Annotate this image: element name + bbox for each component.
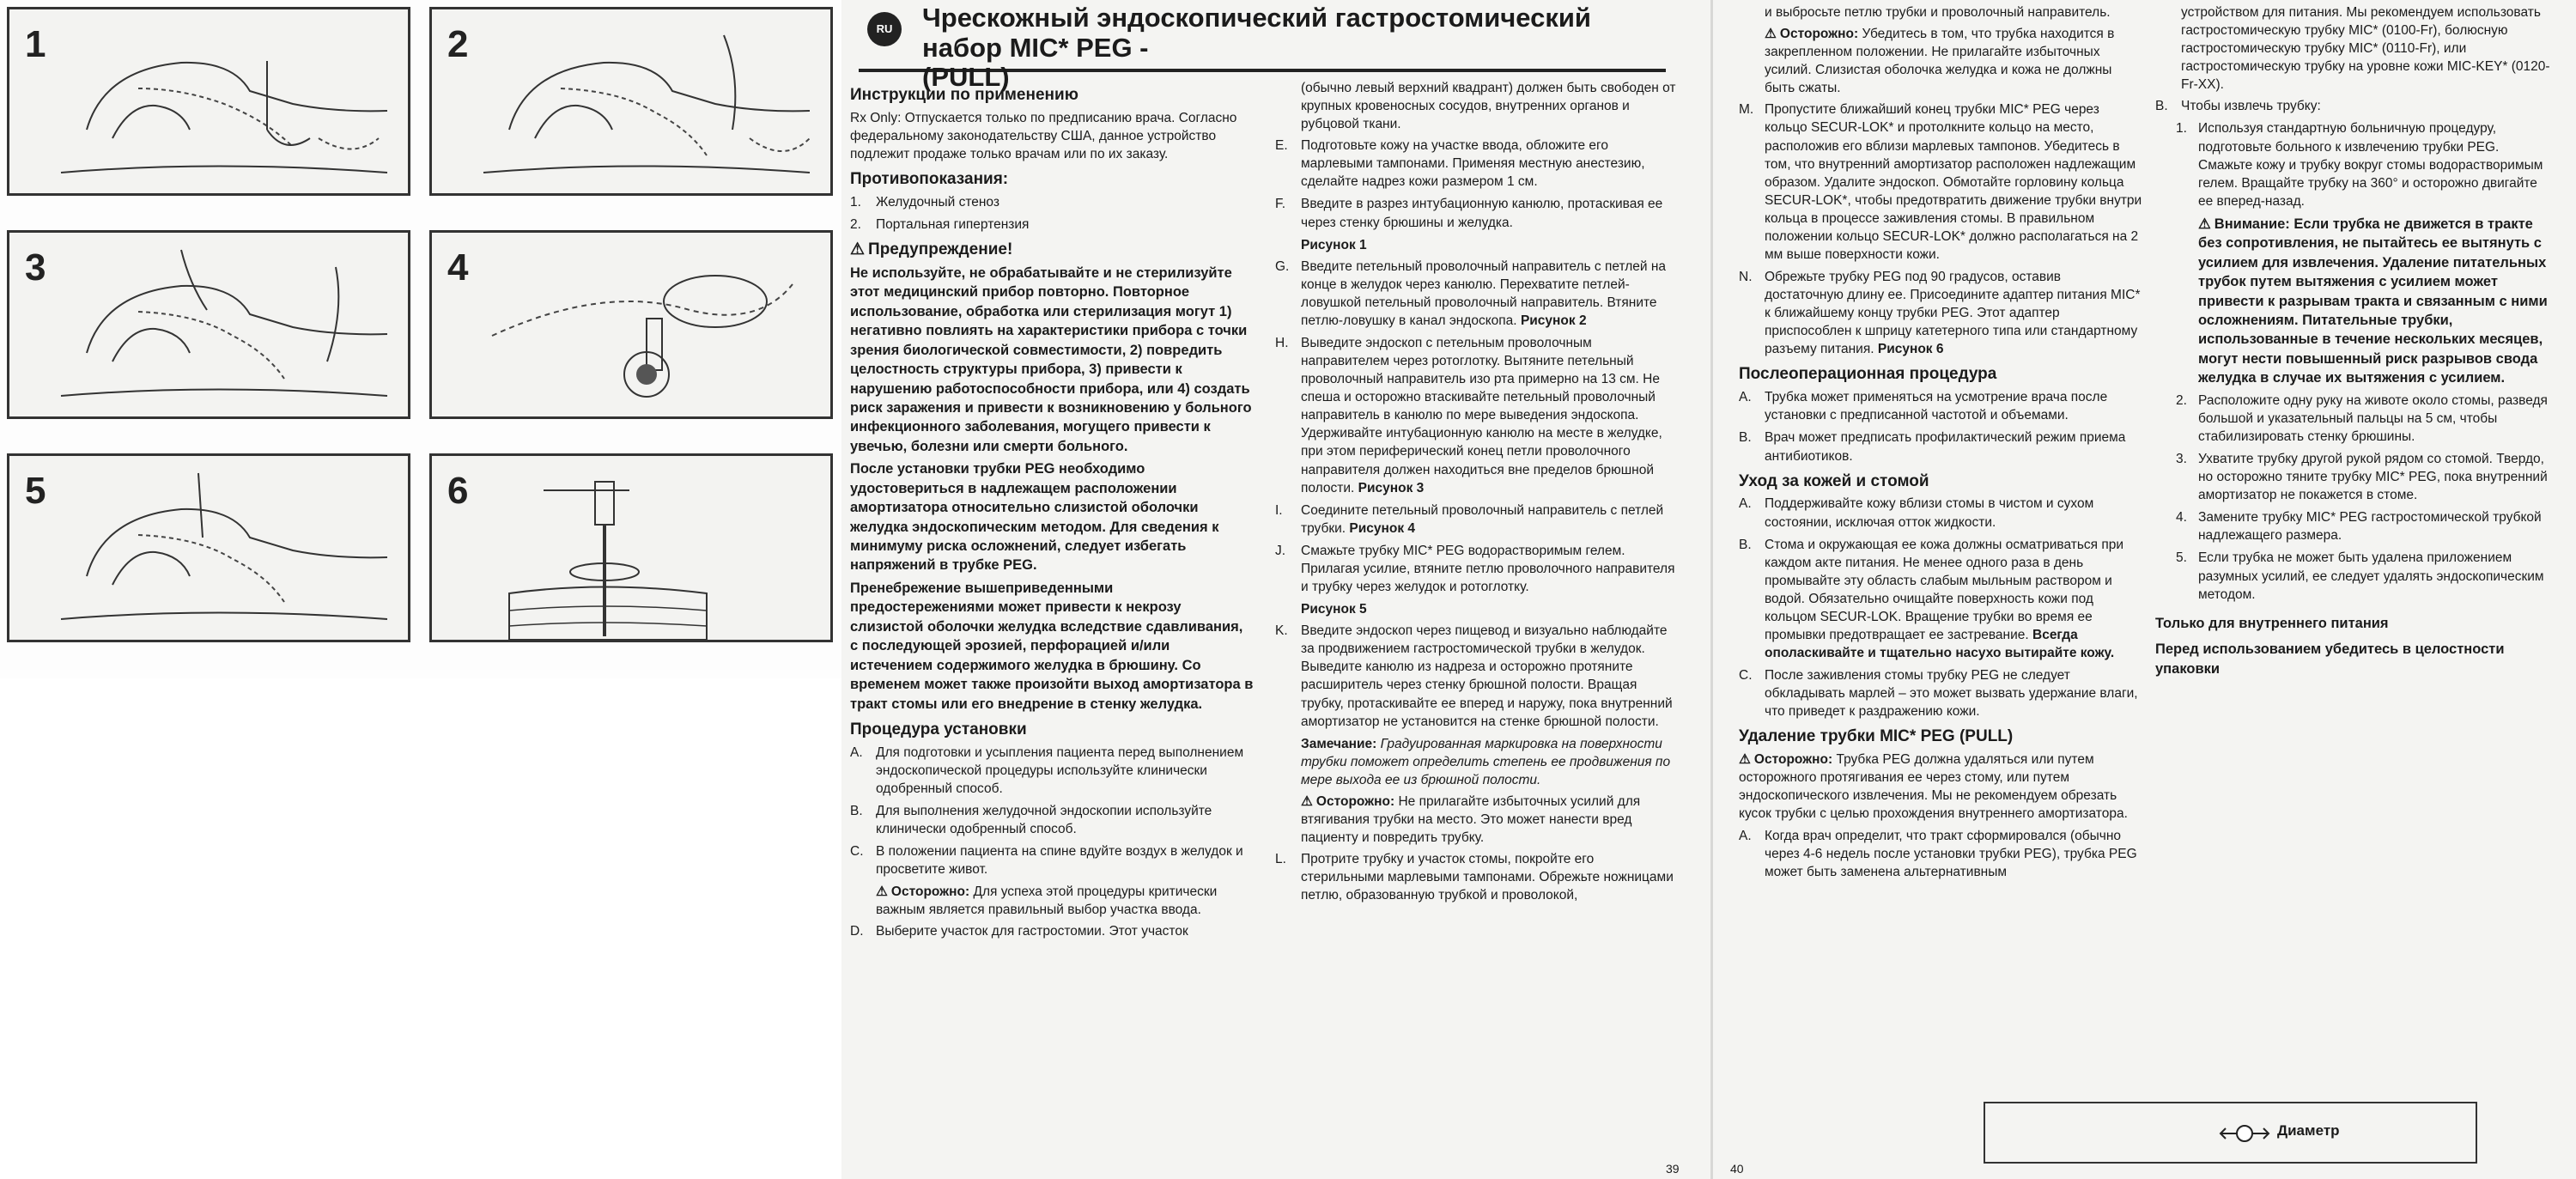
list-item: 4. Замените трубку MIC* PEG гастростомической трубкой надлежащего размера. — [2176, 510, 2542, 544]
paragraph: После установки трубки PEG необходимо удостовериться в надлежащем расположении амортизатора относительно слизистой оболочки желудка эндоскопическим методом. Для сведения к минимуму риска осложнений, следует избегать напряжений в трубке PEG. — [850, 461, 1219, 574]
symbol-legend — [1984, 1102, 2477, 1164]
tube-loop-illustration — [432, 233, 830, 416]
panel-number: 4 — [447, 246, 469, 289]
legend-label: Диаметр — [2277, 1122, 2340, 1139]
section-heading: Уход за кожей и стомой — [1739, 471, 1929, 490]
list-item: E. Подготовьте кожу на участке ввода, обложите его марлевыми тампонами. Применяя местную анестезию, сделайте надрез кожи размером 1 см. — [1275, 138, 1645, 190]
column-1 — [850, 79, 1254, 945]
panel-number: 2 — [447, 23, 469, 65]
page-number: 40 — [1730, 1162, 1744, 1176]
figure-reference: Рисунок 5 — [1301, 602, 1367, 617]
list-item: B. Чтобы извлечь трубку: — [2155, 99, 2321, 114]
language-badge: RU — [867, 12, 902, 46]
caution-note: ⚠ Осторожно: Не прилагайте избыточных усилий для втягивания трубки на место. Это может нанести вред пациенту и повредить трубку. — [1301, 793, 1641, 846]
list-item: B. Стома и окружающая ее кожа должны осматриваться при каждом акте питания. Не менее одного раза в день промывайте эту область слабым мыльным раствором и водой. Обязательно очищайте поверхность кожи под кольцом SECUR-LOK. Вращение трубки во время ее промывки предотвращает ее застревание. Всегда ополаскивайте и тщательно насухо вытирайте кожу. — [1739, 537, 2124, 661]
paragraph: Пренебрежение вышеприведенными предостережениями может привести к некрозу слизистой оболочки желудка вследствие сдавливания, с последующей эрозией, перфорацией и/или истечением содержимого желудка в брюшину. Со временем может также произойти выход амортизатора в тракт стомы или его внедрение в стенку желудка. — [850, 580, 1254, 712]
list-item: J. Смажьте трубку MIC* PEG водорастворимым гелем. Прилагая усилие, втяните петлю проволочного направителя и трубку через желудок и ротоглотку. — [1275, 543, 1675, 595]
list-item: B. Для выполнения желудочной эндоскопии используйте клинически одобренный способ. — [850, 804, 1212, 837]
caution-note: ⚠ Осторожно: Убедитесь в том, что трубка находится в закрепленном положении. Не прилагайте избыточных усилий. Слизистая оболочка желудка и кожа не должны быть сжаты. — [1765, 27, 2115, 96]
list-item: 5. Если трубка не может быть удалена приложением разумных усилий, ее следует удалять эндоскопическим методом. — [2176, 550, 2544, 602]
caution-note: ⚠ Осторожно: Для успеха этой процедуры критически важным является правильный выбор участка ввода. — [876, 884, 1218, 918]
paragraph: (обычно левый верхний квадрант) должен быть свободен от крупных кровеносных сосудов, внутренних органов и рубцовой ткани. — [1301, 81, 1676, 132]
column-3 — [1739, 3, 2142, 885]
patient-illustration — [9, 456, 408, 640]
patient-illustration — [9, 233, 408, 416]
figure-panel-4 — [429, 230, 833, 419]
list-item: F. Введите в разрез интубационную канюлю, протаскивая ее через стенку брюшины и желудка. — [1275, 197, 1663, 230]
paragraph: устройством для питания. Мы рекомендуем использовать гастростомическую трубку MIC* (0100-Fr), болюсную гастростомическую трубку MIC* (0110-Fr), или гастростомическую трубку на уровне кожи MIC-KEY* (0120-Fr-XX). — [2181, 5, 2550, 93]
attention-note: ⚠ Внимание: Если трубка не движется в тракте без сопротивления, не пытайтесь ее вытянуть с усилием для извлечения. Удаление питательных трубок путем вытяжения с усилием может привести к разрывам тракта и связанным с ними осложнениям. Питательные трубки, использованные в течение нескольких месяцев, могут нести повышенный риск разрывов свода желудка в случае их вытяжения с усилием. — [2198, 216, 2548, 386]
panel-number: 6 — [447, 470, 469, 512]
warning-icon: ⚠ — [1739, 752, 1751, 768]
warning-icon: ⚠ — [876, 884, 888, 900]
figure-area — [0, 0, 841, 678]
patient-illustration — [9, 9, 408, 193]
list-item: A. Для подготовки и усыпления пациента перед выполнением эндоскопической процедуры используйте клинически одобренный способ. — [850, 744, 1244, 796]
peg-tube-illustration — [432, 456, 830, 640]
warning-icon: ⚠ — [2198, 216, 2211, 232]
list-item: L. Протрите трубку и участок стомы, покройте его стерильными марлевыми тампонами. Обрежьте ножницами петлю, образованную трубкой и проволокой, — [1275, 852, 1674, 903]
page-number: 39 — [1666, 1162, 1680, 1176]
diameter-icon — [2219, 1121, 2270, 1146]
list-item: 3. Ухватите трубку другой рукой рядом со стомой. Твердо, но осторожно тяните трубку MIC* PEG, пока внутренний амортизатор не покажется в стоме. — [2176, 452, 2548, 503]
section-heading: Процедура установки — [850, 720, 1027, 738]
section-heading: Инструкции по применению — [850, 86, 1078, 104]
list-item: 2. Расположите одну руку на животе около стомы, разведя большой и указательный пальцы на 5 см, чтобы стабилизировать стенку брюшины. — [2176, 392, 2548, 444]
paragraph: Перед использованием убедитесь в целостности упаковки — [2155, 641, 2505, 677]
figure-panel-2 — [429, 7, 833, 196]
panel-number: 3 — [25, 246, 46, 289]
list-item: H. Выведите эндоскоп с петельным проволочным направителем через ротоглотку. Вытяните петельный проволочный направитель изо рта примерно на 13 см. Не спеша и осторожно втаскивайте петельный проволочный направитель в канюлю по мере выведения эндоскопа. Удерживайте интубационную канюлю на месте в желудке, при этом периферический конец петли проволочного направителя должен находиться вне пределов брюшной полости. Рисунок 3 — [1275, 336, 1662, 495]
list-item: I. Соедините петельный проволочный направитель с петлей трубки. Рисунок 4 — [1275, 502, 1664, 536]
list-item: K. Введите эндоскоп через пищевод и визуально наблюдайте за продвижением гастростомической трубки в желудок. Выведите канюлю из надреза и осторожно протяните расширитель через стенку брюшной полости. Вращая трубку, протаскивайте ее вперед и наружу, пока внутренний амортизатор не установится на стенке брюшной полости. — [1275, 623, 1673, 729]
figure-panel-3 — [7, 230, 410, 419]
warning-icon: ⚠ — [850, 240, 866, 259]
document-title: Чрескожный эндоскопический гастростомический набор MIC* PEG - (PULL) — [922, 3, 1591, 93]
title-bar — [859, 0, 1666, 93]
list-item: 2. Портальная гипертензия — [850, 216, 1030, 232]
manual-spread — [841, 0, 2576, 1179]
warning-icon: ⚠ — [1765, 27, 1777, 42]
caution-note: ⚠ Осторожно: Трубка PEG должна удаляться или путем осторожного протягивания ее через стому, или путем эндоскопического извлечения. Мы не рекомендуем обрезать кусок трубки с целью прохождения внутреннего амортизатора. — [1739, 752, 2128, 822]
list-item: A. Трубка может применяться на усмотрение врача после установки с предписанной частотой и объемами. — [1739, 390, 2108, 423]
patient-illustration — [432, 9, 830, 193]
figure-reference: Рисунок 1 — [1301, 237, 1367, 252]
list-item: G. Введите петельный проволочный направитель с петлей на конце в желудок через канюлю. Перехватите петлей-ловушкой петельный проволочный направитель. Втяните петлю-ловушку в канал эндоскопа. Рисунок 2 — [1275, 258, 1667, 328]
list-item: C. После заживления стомы трубку PEG не следует обкладывать марлей – это может вызвать удержание влаги, что приведет к раздражению кожи. — [1739, 668, 2138, 720]
figure-panel-5 — [7, 453, 410, 642]
list-item: 1. Желудочный стеноз — [850, 194, 999, 210]
section-heading: Послеоперационная процедура — [1739, 365, 1997, 384]
list-item: M. Пропустите ближайший конец трубки MIC* PEG через кольцо SECUR-LOK* и протолкните кольцо на место, расположив его вблизи марлевых тампонов. Убедитесь в том, что внутренний амортизатор расположен надлежащим образом. Удалите эндоскоп. Обмотайте горловину кольца SECUR-LOK*, чтобы предотвратить движение трубки внутри кольца в процессе заживления стомы. В правильном положении кольцо SECUR-LOK* должно располагаться на 2 мм выше поверхности кожи. — [1739, 102, 2142, 263]
note: Замечание: Градуированная маркировка на поверхности трубки поможет определить степень ее продвижения по мере выхода ее из брюшной полости. — [1301, 736, 1671, 787]
panel-number: 1 — [25, 23, 46, 65]
paragraph: и выбросьте петлю трубки и проволочный направитель. — [1765, 5, 2111, 20]
paragraph: Только для внутреннего питания — [2155, 615, 2389, 631]
list-item: 1. Используя стандартную больничную процедуру, подготовьте больного к извлечению трубки PEG. Смажьте кожу и трубку вокруг стомы водорастворимым гелем. Вращайте трубку на 360° и осторожно двигайте ее вперед-назад. — [2176, 121, 2543, 209]
warning-icon: ⚠ — [1301, 793, 1313, 809]
list-item: A. Поддерживайте кожу вблизи стомы в чистом и сухом состоянии, исключая отток жидкости. — [1739, 496, 2094, 530]
column-4 — [2155, 3, 2555, 682]
section-heading: Противопоказания: — [850, 170, 1009, 189]
figure-panel-1 — [7, 7, 410, 196]
section-heading: ⚠ Предупреждение! — [850, 239, 1254, 261]
panel-number: 5 — [25, 470, 46, 512]
list-item: N. Обрежьте трубку PEG под 90 градусов, оставив достаточную длину ее. Присоедините адаптер питания MIC* к ближайшему концу трубки PEG. Этот адаптер приспособлен к шприцу катетерного типа или стандартному разъему питания. Рисунок 6 — [1739, 270, 2141, 357]
list-item: A. Когда врач определит, что тракт сформировался (обычно через 4-6 недель после установки трубки PEG), трубка PEG может быть заменена альтернативным — [1739, 828, 2137, 879]
paragraph: Rx Only: Отпускается только по предписанию врача. Согласно федеральному законодательству США, данное устройство подлежит продаже только врачам или по их заказу. — [850, 110, 1237, 161]
list-item: B. Врач может предписать профилактический режим приема антибиотиков. — [1739, 430, 2126, 464]
paragraph: Не используйте, не обрабатывайте и не стерилизуйте этот медицинский прибор повторно. Повторное использование, обработка или стерилизация могут 1) негативно повлиять на характеристики прибора с точки зрения биологической совместимости, 2) повредить целостность структуры прибора, 3) привести к нарушению работоспособности прибора, или 4) создать риск заражения и привести к возникновению у больного инфекционного заболевания, могущего привести к увечью, болезни или смерти больного. — [850, 264, 1252, 454]
figure-panel-6 — [429, 453, 833, 642]
list-item: C. В положении пациента на спине вдуйте воздух в желудок и просветите живот. — [850, 844, 1243, 878]
page-gutter — [1710, 0, 1713, 1179]
column-2 — [1275, 79, 1679, 909]
section-heading: Удаление трубки MIC* PEG (PULL) — [1739, 727, 2014, 746]
list-item: D. Выберите участок для гастростомии. Этот участок — [850, 924, 1188, 939]
